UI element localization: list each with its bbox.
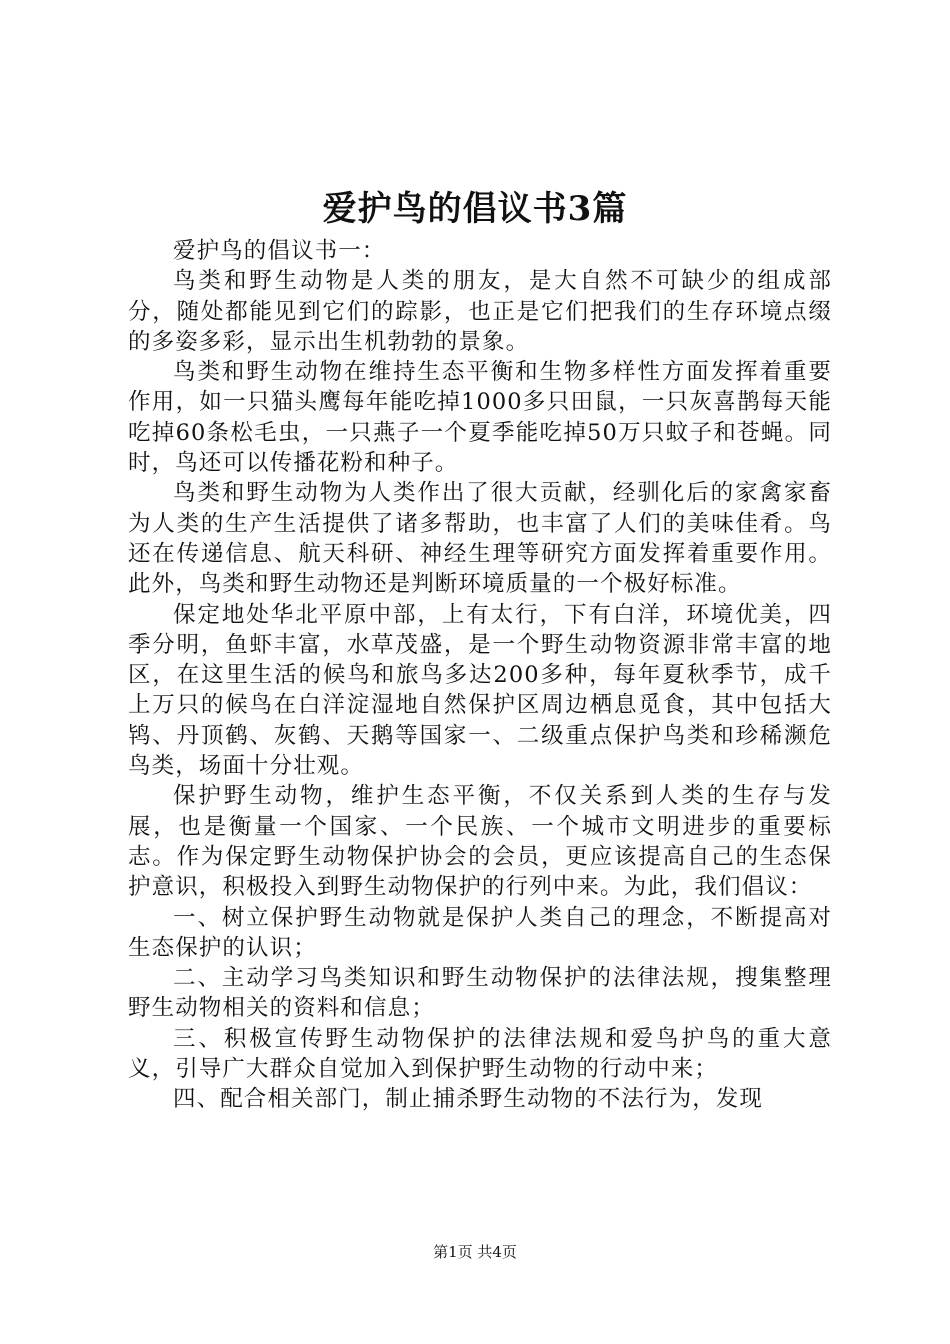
body-paragraph: 保护野生动物，维护生态平衡，不仅关系到人类的生存与发展，也是衡量一个国家、一个民族、一个城市文明进步的重要标志。作为保定野生动物保护协会的会员，更应该提高自己的生态保护意识，积极投入到野生动物保护的行列中来。为此，我们倡议： [128,783,832,901]
proposal-item: 二、主动学习鸟类知识和野生动物保护的法律法规，搜集整理野生动物相关的资料和信息； [128,965,832,1022]
page-footer: 第1页 共4页 [433,1243,517,1261]
body-paragraph: 鸟类和野生动物在维持生态平衡和生物多样性方面发挥着重要作用，如一只猫头鹰每年能吃掉1000多只田鼠，一只灰喜鹊每天能吃掉60条松毛虫，一只燕子一个夏季能吃掉50万只蚊子和苍蝇。同时，鸟还可以传播花粉和种子。 [128,359,832,477]
section-heading: 爱护鸟的倡议书一： [173,238,386,264]
document-body [128,236,832,1115]
proposal-item: 一、树立保护野生动物就是保护人类自己的理念，不断提高对生态保护的认识； [128,904,832,961]
proposal-item: 三、积极宣传野生动物保护的法律法规和爱鸟护鸟的重大意义，引导广大群众自觉加入到保护野生动物的行动中来； [128,1025,832,1083]
proposal-item: 四、配合相关部门，制止捕杀野生动物的不法行为，发现 [173,1086,764,1113]
body-paragraph: 保定地处华北平原中部，上有太行，下有白洋，环境优美，四季分明，鱼虾丰富，水草茂盛，是一个野生动物资源非常丰富的地区，在这里生活的候鸟和旅鸟多达200多种，每年夏秋季节，成千上万只的候鸟在白洋淀湿地自然保护区周边栖息觅食，其中包括大鸨、丹顶鹤、灰鹤、天鹅等国家一、二级重点保护鸟类和珍稀濒危鸟类，场面十分壮观。 [128,601,832,780]
body-paragraph: 鸟类和野生动物是人类的朋友，是大自然不可缺少的组成部分，随处都能见到它们的踪影，也正是它们把我们的生存环境点缀的多姿多彩，显示出生机勃勃的景象。 [128,268,832,355]
document-title: 爱护鸟的倡议书3篇 [322,189,628,229]
body-paragraph: 鸟类和野生动物为人类作出了很大贡献，经驯化后的家禽家畜为人类的生产生活提供了诸多帮助，也丰富了人们的美味佳肴。鸟还在传递信息、航天科研、神经生理等研究方面发挥着重要作用。此外，鸟类和野生动物还是判断环境质量的一个极好标准。 [128,480,832,598]
